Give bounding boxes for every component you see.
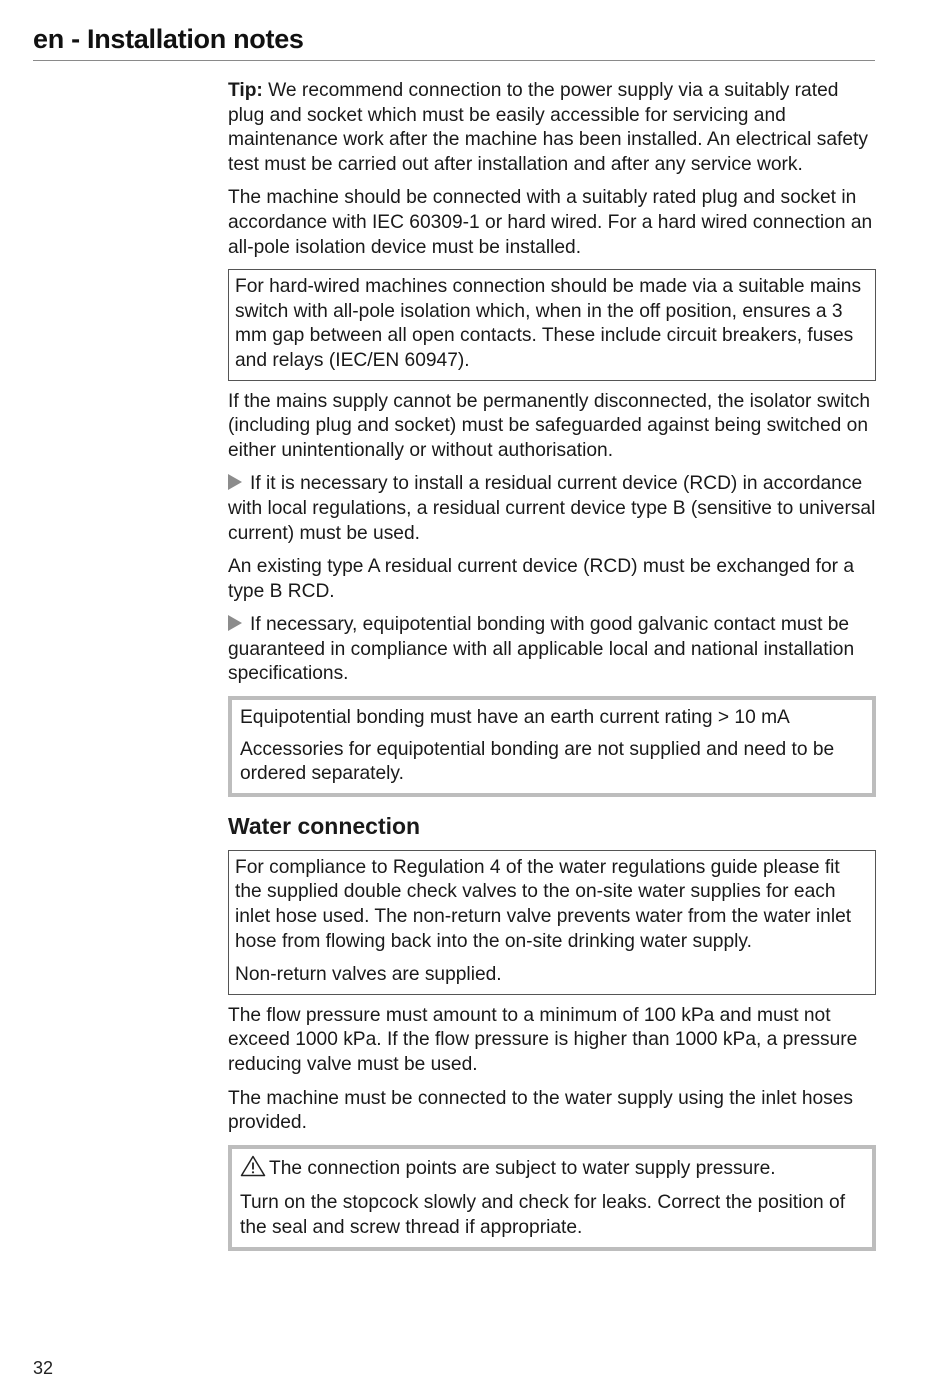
pressure-paragraph: The flow pressure must amount to a minimum of 100 kPa and must not exceed 1000 kPa. If the flow pressure is higher than 1000 kPa, a pressure reducing valve must be used. (228, 1004, 858, 1075)
rcd-bullet-text: If it is necessary to install a residual current device (RCD) in accordance with local regulations, a residual current device type B (sensitive to universal current) must be used. (228, 473, 876, 544)
bonding-note-line-2: Accessories for equipotential bonding are not supplied and need to be ordered separately. (240, 738, 835, 785)
triangle-bullet-icon (228, 474, 242, 490)
mains-paragraph: If the mains supply cannot be permanently disconnected, the isolator switch (including plug and socket) must be safeguarded against being switched on either unintentionally or without authorisation. (228, 390, 871, 461)
warning-triangle-icon (240, 1155, 266, 1185)
water-connection-heading: Water connection (228, 812, 421, 839)
bonding-note-line-1: Equipotential bonding must have an earth current rating > 10 mA (240, 707, 790, 729)
tip-label: Tip: (228, 80, 263, 101)
hardwired-note-text: For hard-wired machines connection should be made via a suitable mains switch with all-pole isolation which, when in the off position, ensures a 3 mm gap between all open contacts. These include circuit breakers, fuses and relays (IEC/EN 60947). (235, 276, 862, 371)
connection-paragraph: The machine should be connected with a suitably rated plug and socket in accordance with IEC 60309-1 or hard wired. For a hard wired connection an all-pole isolation device must be installed. (228, 187, 873, 258)
warning-box (228, 1145, 876, 1251)
warning-line-1 (240, 1155, 864, 1185)
page-header (33, 20, 875, 61)
tip-paragraph (228, 79, 876, 177)
warning-line-2: Turn on the stopcock slowly and check for leaks. Correct the position of the seal and screw thread if appropriate. (240, 1192, 846, 1238)
warning-text-1: The connection points are subject to water supply pressure. (269, 1157, 776, 1179)
rcd-bullet (228, 472, 876, 546)
tip-text: We recommend connection to the power supply via a suitably rated plug and socket which must be easily accessible for servicing and maintenance work after the machine has been installed. An electrical safety test must be carried out after installation and after any service work. (228, 80, 868, 175)
non-return-valves-text: Non-return valves are supplied. (235, 964, 502, 986)
hoses-paragraph: The machine must be connected to the water supply using the inlet hoses provided. (228, 1087, 854, 1134)
bonding-bullet (228, 613, 876, 687)
water-regulation-box (228, 850, 876, 995)
page-number: 32 (33, 1358, 54, 1378)
main-content (228, 79, 876, 1260)
hardwired-note-box (228, 269, 876, 380)
page-title: en - Installation notes (33, 24, 304, 54)
triangle-bullet-icon (228, 615, 242, 631)
bonding-note-box (228, 696, 876, 797)
bonding-bullet-text: If necessary, equipotential bonding with good galvanic contact must be guaranteed in compliance with all applicable local and national installation specifications. (228, 614, 855, 685)
rcd-exchange-paragraph: An existing type A residual current device (RCD) must be exchanged for a type B RCD. (228, 556, 855, 602)
water-regulation-text: For compliance to Regulation 4 of the water regulations guide please fit the supplied double check valves to the on-site water supplies for each inlet hose used. The non-return valve prevents water from the water inlet hose from flowing back into the on-site drinking water supply. (235, 856, 852, 952)
